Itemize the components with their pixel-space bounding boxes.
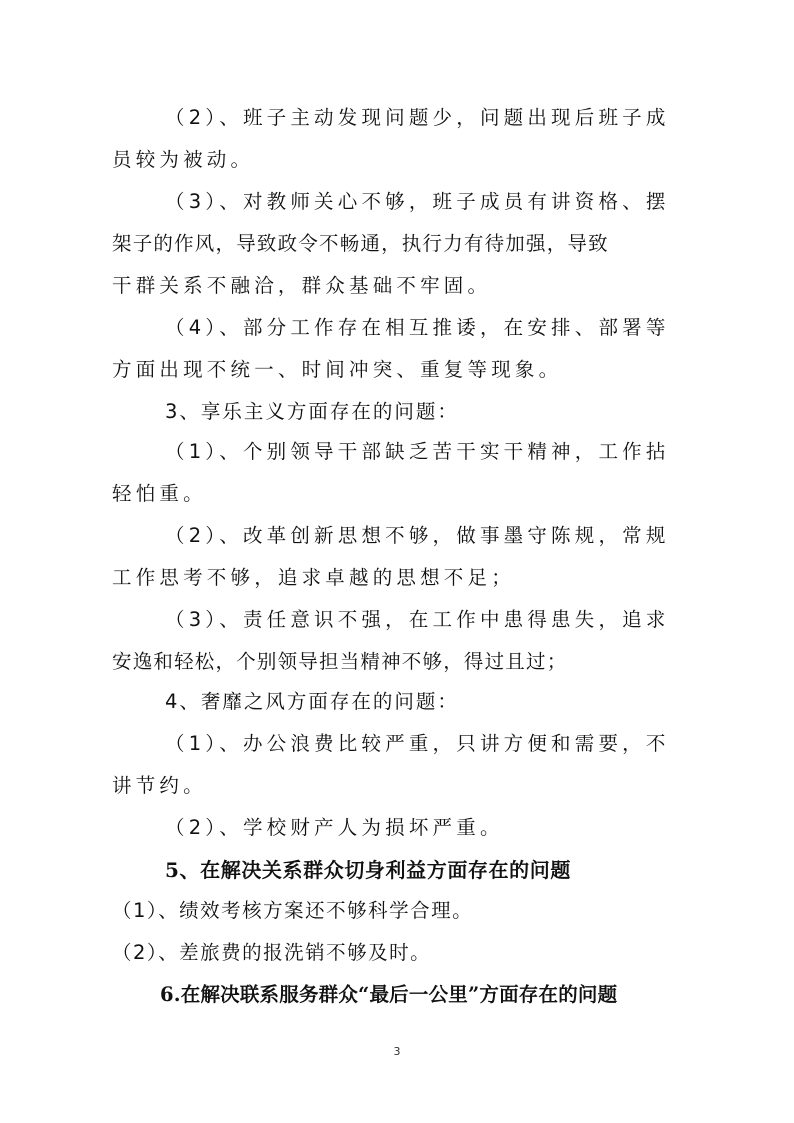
- paragraph-line: 安逸和轻松，个别领导担当精神不够，得过且过；: [112, 650, 568, 673]
- paragraph-line: （3）、责任意识不强，在工作中患得患失，追求: [165, 608, 670, 631]
- paragraph-line: 工作思考不够，追求卓越的思想不足；: [112, 566, 515, 589]
- paragraph-line: （2）、改革创新思想不够，做事墨守陈规，常规: [165, 524, 670, 547]
- paragraph-line: 干群关系不融洽，群众基础不牢固。: [112, 274, 492, 297]
- paragraph-line: （2）、班子主动发现问题少，问题出现后班子成: [165, 106, 670, 129]
- paragraph-line: （4）、部分工作存在相互推诿，在安排、部署等: [165, 316, 670, 339]
- paragraph-line: 讲节约。: [112, 774, 207, 797]
- paragraph-line: 轻怕重。: [112, 482, 207, 505]
- section-heading: 4、奢靡之风方面存在的问题：: [165, 690, 459, 713]
- section-heading: 5、在解决关系群众切身利益方面存在的问题: [165, 858, 571, 882]
- page-number: 3: [393, 1045, 401, 1058]
- paragraph-line: （1）、办公浪费比较严重，只讲方便和需要，不: [165, 732, 670, 755]
- paragraph-line: （1）、个别领导干部缺乏苦干实干精神，工作拈: [165, 440, 670, 463]
- paragraph-line: （3）、对教师关心不够，班子成员有讲资格、摆: [165, 190, 670, 213]
- paragraph-line: （1）、绩效考核方案还不够科学合理。: [112, 899, 474, 922]
- paragraph-line: 员较为被动。: [112, 148, 255, 171]
- paragraph-line: 方面出现不统一、时间冲突、重复等现象。: [112, 358, 563, 381]
- section-heading: 6.在解决联系服务群众“最后一公里”方面存在的问题: [160, 983, 618, 1006]
- paragraph-line: （2）、学校财产人为损坏严重。: [165, 816, 504, 839]
- section-heading: 3、享乐主义方面存在的问题：: [165, 400, 459, 423]
- paragraph-line: （2）、差旅费的报洗销不够及时。: [112, 941, 432, 964]
- paragraph-line: 架子的作风，导致政令不畅通，执行力有待加强，导致: [112, 232, 609, 255]
